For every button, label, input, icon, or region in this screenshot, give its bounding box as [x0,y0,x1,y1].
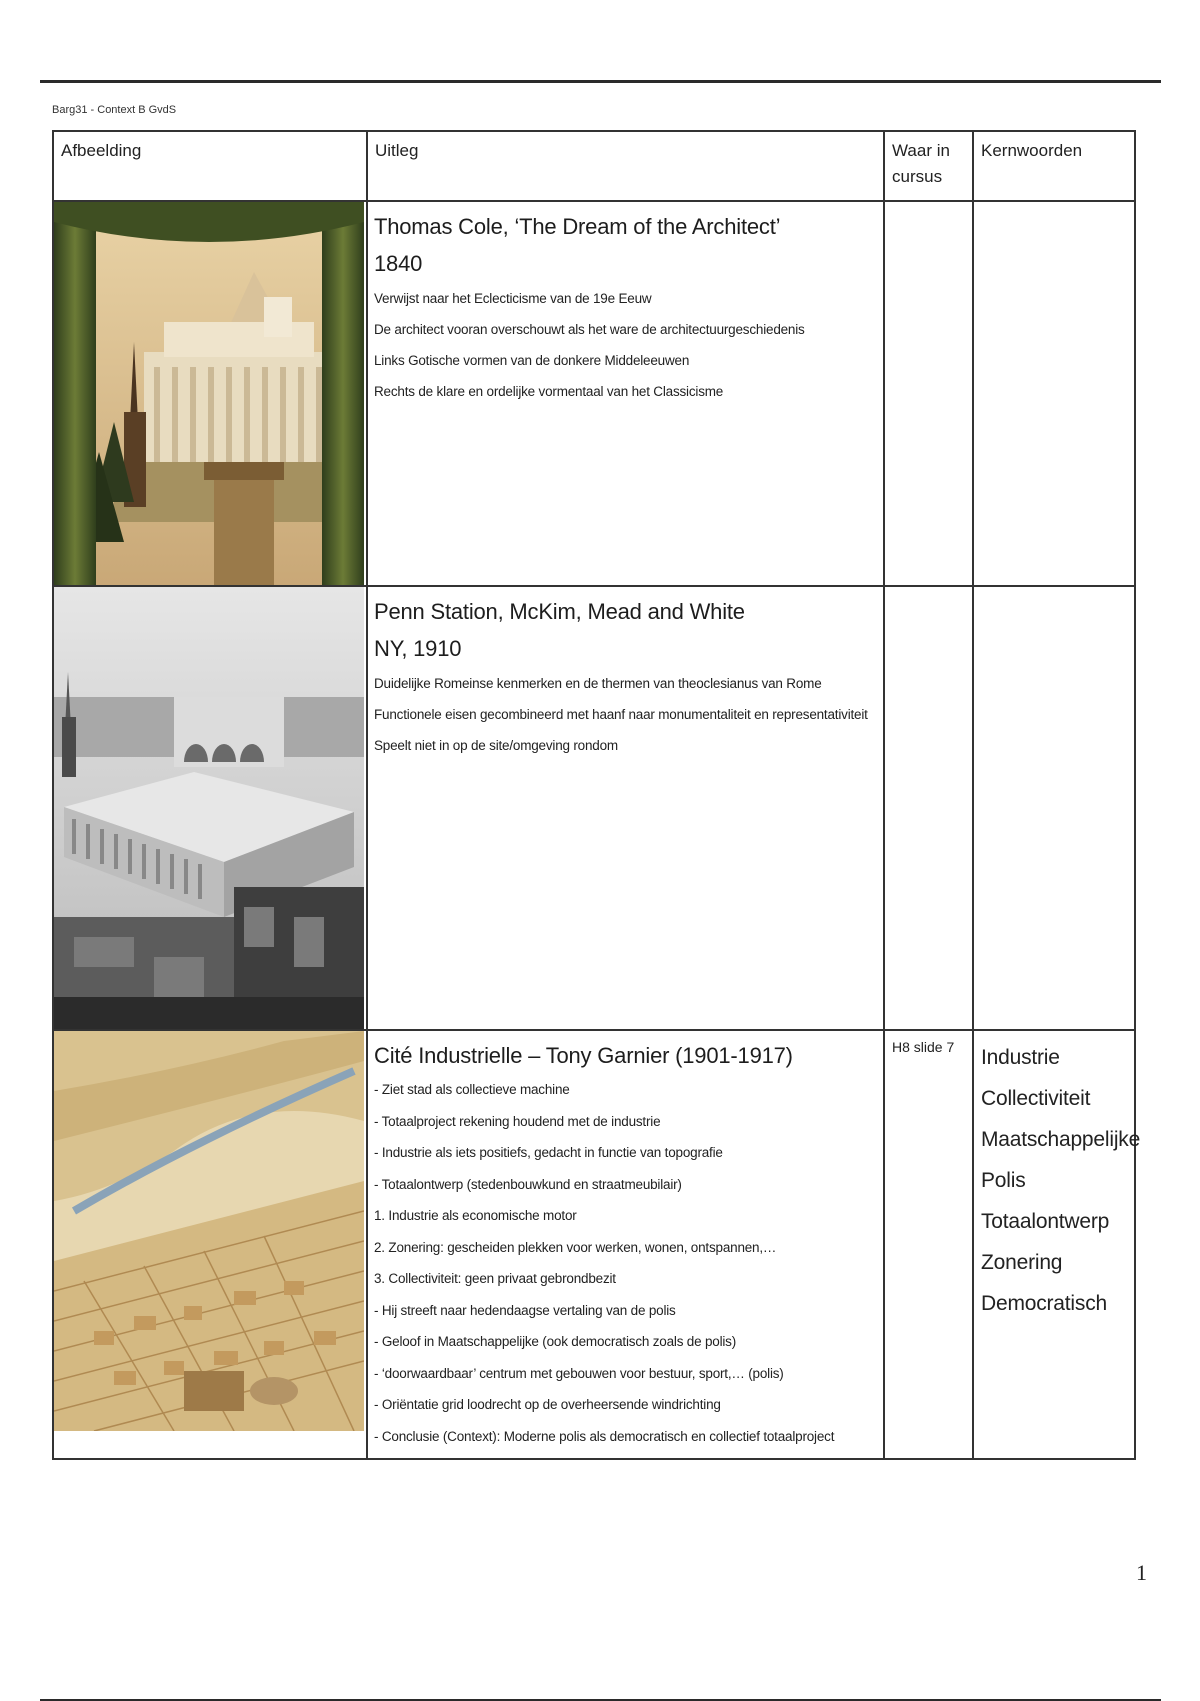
cite-industrielle-drawing [54,1031,366,1431]
note-line: Links Gotische vormen van de donkere Middeleeuwen [374,352,690,368]
image-cell [53,586,367,1030]
keyword: Democratisch [981,1292,1107,1315]
note-line: Functionele eisen gecombineerd met haanf naar monumentaliteit en representativiteit [374,706,868,722]
note-line: - Industrie als iets positiefs, gedacht in functie van topografie [374,1145,723,1161]
keywords-cell [973,201,1135,586]
note-line: - Oriëntatie grid loodrecht op de overheersende windrichting [374,1397,721,1413]
keyword: Industrie [981,1046,1060,1069]
waar-reference: H8 slide 7 [892,1039,955,1055]
table-row [53,586,1135,1030]
dream-of-architect-painting [54,202,366,585]
note-line: - Totaalproject rekening houdend met de industrie [374,1113,661,1129]
image-cell [53,201,367,586]
note-line: 3. Collectiviteit: geen privaat gebrondbezit [374,1271,616,1287]
note-line: 2. Zonering: gescheiden plekken voor werken, wonen, ontspannen,… [374,1239,777,1255]
keyword: Zonering [981,1251,1063,1274]
waar-cell [884,201,973,586]
note-line: - Hij streeft naar hedendaagse vertaling van de polis [374,1302,676,1318]
note-line: - Totaalontwerp (stedenbouwkund en straatmeubilair) [374,1176,682,1192]
top-rule [40,80,1161,83]
note-line: De architect vooran overschouwt als het ware de architectuurgeschiedenis [374,321,805,337]
note-line: - ‘doorwaardbaar’ centrum met gebouwen voor bestuur, sport,… (polis) [374,1365,784,1381]
explanation-cell [367,1030,884,1459]
note-line: Duidelijke Romeinse kenmerken en de thermen van theoclesianus van Rome [374,675,822,691]
penn-station-photo [54,587,366,1029]
note-line: - Conclusie (Context): Moderne polis als democratisch en collectief totaalproject [374,1428,835,1444]
notes-table [52,130,1141,1460]
entry-subtitle: NY, 1910 [374,636,462,662]
table-row [53,201,1135,586]
waar-cell [884,586,973,1030]
keyword: Totaalontwerp [981,1210,1110,1233]
column-header-afbeelding: Afbeelding [53,131,367,201]
note-line: - Ziet stad als collectieve machine [374,1082,570,1098]
keywords-cell [973,1030,1141,1459]
note-line: Rechts de klare en ordelijke vormentaal van het Classicisme [374,383,724,399]
keyword: Collectiviteit [981,1087,1091,1110]
note-line: 1. Industrie als economische motor [374,1208,577,1224]
table-row [53,1030,1135,1459]
entry-title: Penn Station, McKim, Mead and White [374,599,745,624]
image-cell [53,1030,367,1459]
explanation-cell [367,586,884,1030]
column-header-uitleg: Uitleg [367,131,884,201]
document-header: Barg31 - Context B GvdS [52,104,177,116]
explanation-cell [367,201,884,586]
note-line: Verwijst naar het Eclecticisme van de 19e Eeuw [374,290,652,306]
entry-title: Cité Industrielle – Tony Garnier (1901-1917) [374,1043,793,1068]
table-header-row [53,131,1135,201]
keyword: Maatschappelijke [981,1128,1141,1151]
note-line: - Geloof in Maatschappelijke (ook democratisch zoals de polis) [374,1334,737,1350]
keyword: Polis [981,1169,1026,1192]
page-number: 1 [1136,1560,1147,1585]
entry-subtitle: 1840 [374,251,423,277]
column-header-waar: Waar in cursus [884,131,973,201]
entry-title: Thomas Cole, ‘The Dream of the Architect’ [374,214,781,239]
waar-cell [884,1030,973,1459]
note-line: Speelt niet in op de site/omgeving rondom [374,737,618,753]
keywords-cell [973,586,1135,1030]
column-header-kernwoorden: Kernwoorden [973,131,1135,201]
